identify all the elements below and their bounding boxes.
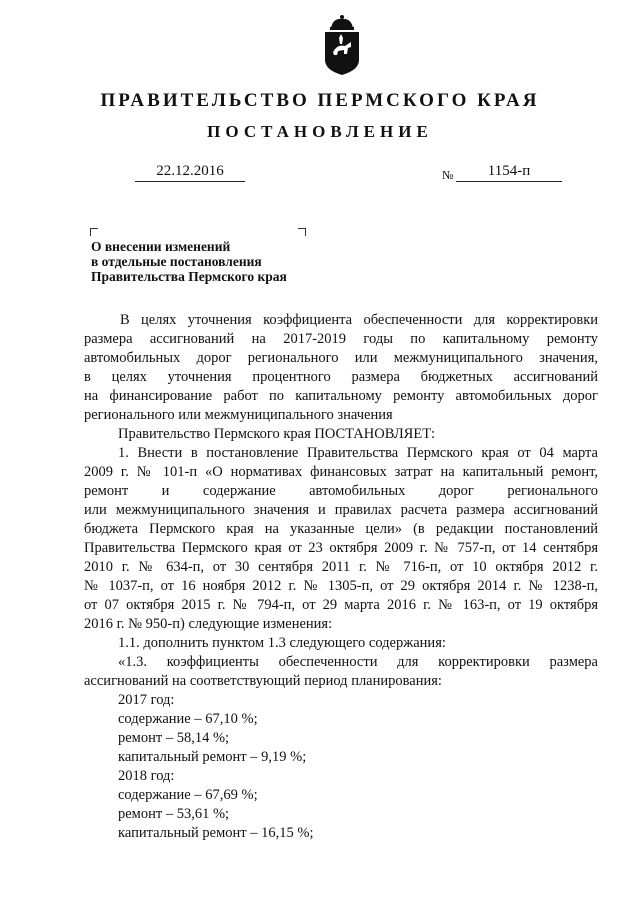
body-line: 2018 год: <box>118 768 175 784</box>
body-line: 1.1. дополнить пунктом 1.3 следующего содержания: <box>118 635 446 651</box>
subject-corner-left <box>90 228 98 236</box>
body-line: регионального или межмуниципального значения <box>84 407 393 423</box>
number-sign: № <box>442 168 454 182</box>
body-line: «1.3. коэффициенты обеспеченности для корректировки размера <box>118 654 598 670</box>
body-line: или межмуниципального значения и правилах расчета размера ассигнований <box>84 502 598 518</box>
subject-corner-right <box>298 228 306 236</box>
body-line: содержание – 67,69 %; <box>118 787 258 803</box>
coat-of-arms-icon <box>321 14 363 76</box>
body-line: ремонт и содержание автомобильных дорог регионального <box>84 483 598 499</box>
body-line: Правительства Пермского края от 23 октября 2009 г. № 757-п, от 14 сентября <box>84 540 598 556</box>
body-line: 2016 г. № 950-п) следующие изменения: <box>84 616 333 632</box>
subject-line: Правительства Пермского края <box>91 269 287 284</box>
body-line: бюджета Пермского края на указанные цели» (в редакции постановлений <box>84 521 598 537</box>
body-line: ассигнований на соответствующий период планирования: <box>84 673 442 689</box>
subject-line: в отдельные постановления <box>91 254 262 269</box>
subject-block <box>91 239 351 284</box>
subject-line: О внесении изменений <box>91 239 231 254</box>
body-line: Правительство Пермского края ПОСТАНОВЛЯЕТ: <box>118 426 436 442</box>
body-line: В целях уточнения коэффициента обеспеченности для корректировки <box>120 312 598 328</box>
body-line: ремонт – 53,61 %; <box>118 806 230 822</box>
body-line: № 1037-п, от 16 ноября 2012 г. № 1305-п, от 29 октября 2014 г. № 1238-п, <box>84 578 598 594</box>
document-date: 22.12.2016 <box>135 163 245 182</box>
body-line: содержание – 67,10 %; <box>118 711 258 727</box>
government-title: ПРАВИТЕЛЬСТВО ПЕРМСКОГО КРАЯ <box>100 90 540 111</box>
document-type: ПОСТАНОВЛЕНИЕ <box>207 122 433 141</box>
document-number: 1154-п <box>456 163 562 182</box>
body-line: на финансирование работ по капитальному ремонту автомобильных дорог <box>84 388 598 404</box>
body-line: капитальный ремонт – 16,15 %; <box>118 825 314 841</box>
body-line: размера ассигнований на 2017-2019 годы по капитальному ремонту <box>84 331 598 347</box>
body-line: ремонт – 58,14 %; <box>118 730 230 746</box>
body-line: капитальный ремонт – 9,19 %; <box>118 749 307 765</box>
document-body <box>84 311 598 843</box>
body-line: 2017 год: <box>118 692 175 708</box>
body-line: 1. Внести в постановление Правительства Пермского края от 04 марта <box>118 445 598 461</box>
body-line: 2009 г. № 101-п «О нормативах финансовых затрат на капитальный ремонт, <box>84 464 598 480</box>
body-line: автомобильных дорог регионального или межмуниципального значения, <box>84 350 598 366</box>
body-line: 2010 г. № 634-п, от 30 сентября 2011 г. № 716-п, от 10 октября 2012 г. <box>84 559 598 575</box>
body-line: в целях уточнения процентного размера бюджетных ассигнований <box>84 369 598 385</box>
body-line: от 07 октября 2015 г. № 794-п, от 29 марта 2016 г. № 163-п, от 19 октября <box>84 597 598 613</box>
